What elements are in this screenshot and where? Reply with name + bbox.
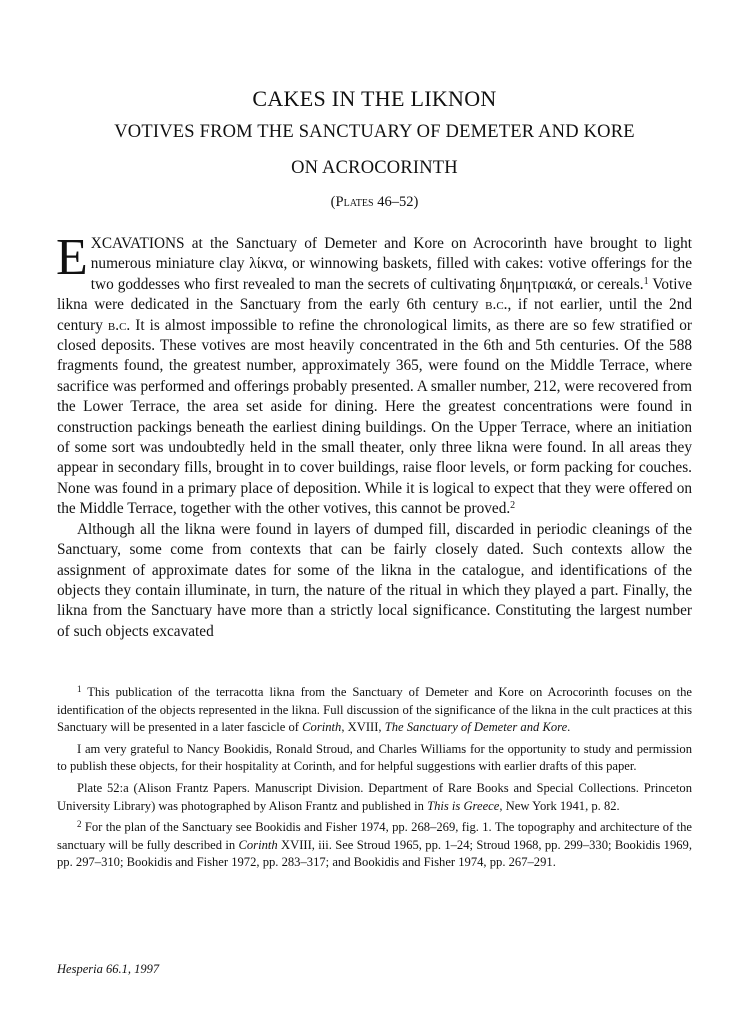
footnote-2-text-a: For the plan of the Sanctuary see Bookidis and Fisher 1974, pp. 268–269, fig. 1. The topography and architecture of the sanctuary will be fully described in [57, 820, 692, 852]
article-subtitle-line-1: VOTIVES FROM THE SANCTUARY OF DEMETER AND KORE [114, 122, 635, 142]
body-text [56, 229, 693, 642]
footnote-2-mark: 2 [77, 819, 82, 830]
footnote-2-italic-corinth: Corinth [238, 837, 278, 852]
footnote-1-text-a: This publication of the terracotta likna from the Sanctuary of Demeter and Kore on Acrocorinth focuses on the identification of the objects represented in the likna. Full discussion of the significance of the likna in the cult practices at this Sanctuary will be presented in a later fascicle of [57, 685, 692, 735]
footnote-ref-1[interactable]: 1 [643, 275, 649, 287]
p1-text-d: Votive likna were dedicated in the Sanctuary from the early 6th century [57, 275, 692, 314]
plates-reference [0, 194, 749, 211]
greek-likna: λίκνα [249, 255, 284, 273]
paragraph-1 [56, 229, 693, 520]
bc-abbrev-2: b.c. [107, 316, 131, 334]
footnotes [57, 684, 692, 876]
paragraph-2: Although all the likna were found in layers of dumped fill, discarded in periodic cleanings of the Sanctuary, some come from contexts that can be fairly closely dated. Such contexts allow the assignment of approximate dates for some of the likna in the catalogue, and identifications of the objects they contain illuminate, in turn, the nature of the ritual in which they played a part. Finally, the likna from the Sanctuary have more than a strictly local significance. Constituting the largest number of such objects excavated [57, 520, 692, 640]
plates-open: ( [330, 194, 336, 210]
footnote-1 [57, 684, 692, 737]
article-subtitle-line-2: ON ACROCORINTH [291, 158, 458, 178]
p1-text-e: , if not earlier, until the 2nd century [57, 296, 693, 334]
p1-text-f: It is almost impossible to refine the chronological limits, as there are so few stratified or closed deposits. These votives are most heavily concentrated in the 6th and 5th centuries. Of the 588 fragments found, the greatest number, approximately 365, were found on the Middle Terrace, where sacrifice was performed and offerings probably presented. A smaller number, 212, were recovered from the Lower Terrace, the area set aside for dining. Here the greatest concentrations were found in construction packings beneath the earliest dining buildings. On the Upper Terrace, where an initiation of some sort was undoubtedly held in the small theater, only three likna were found. In all areas they appear in secondary fills, brought in to cover buildings, raise floor levels, or form packing for couches. None was found in a primary place of deposition. While it is logical to expect that they were offered on the Middle Terrace, together with the other votives, this cannot be proved. [57, 316, 692, 518]
footnote-1-plate-credit [57, 780, 692, 815]
footnote-1-mark: 1 [77, 684, 82, 694]
plate-credit-text-a: Plate 52:a (Alison Frantz Papers. Manuscript Division. Department of Rare Books and Special Collections. Princeton University Library) was photographed by Alison Frantz and published in [57, 780, 692, 813]
plates-word: Plates [335, 194, 374, 210]
footnote-2-text-b: XVIII, iii. See Stroud 1965, pp. 1–24; Stroud 1968, pp. 299–330; Bookidis 1969, pp. 297–310; Bookidis and Fisher 1972, pp. 283–317; and Bookidis and Fisher 1974, pp. 267–291. [57, 837, 692, 870]
footnote-1-acknowledgements: I am very grateful to Nancy Bookidis, Ronald Stroud, and Charles Williams for the opportunity to study and permission to publish these objects, for their hospitality at Corinth, and for helpful suggestions with earlier drafts of this paper. [57, 741, 692, 774]
bc-abbrev-1: b.c. [485, 296, 508, 314]
p1-text-b: , or winnowing baskets, filled with cakes: votive offerings for the two goddesses who first revealed to man the secrets of cultivating [90, 255, 692, 293]
footnote-1-text-c: . [567, 720, 571, 735]
footnote-1-italic-corinth: Corinth [302, 720, 342, 735]
footnote-ref-2[interactable]: 2 [510, 500, 516, 512]
p1-text-c: , or cereals. [572, 275, 644, 293]
footnote-1-italic-sanctuary: The Sanctuary of Demeter and Kore [384, 720, 568, 735]
footnote-1-text-b: , XVIII, [341, 720, 385, 735]
footnote-2 [57, 819, 692, 872]
drop-cap: E [56, 229, 88, 286]
p1-text-a: XCAVATIONS at the Sanctuary of Demeter and Kore on Acrocorinth have brought to light numerous miniature clay [90, 235, 692, 273]
greek-demetriaka: δημητριακά [499, 275, 573, 293]
article-title: CAKES IN THE LIKNON [252, 86, 497, 111]
plates-range: 46–52) [373, 194, 419, 210]
plate-credit-text-b: , New York 1941, p. 82. [499, 798, 620, 813]
plate-credit-italic-title: This is Greece [427, 798, 500, 813]
journal-citation: Hesperia 66.1, 1997 [57, 962, 160, 976]
